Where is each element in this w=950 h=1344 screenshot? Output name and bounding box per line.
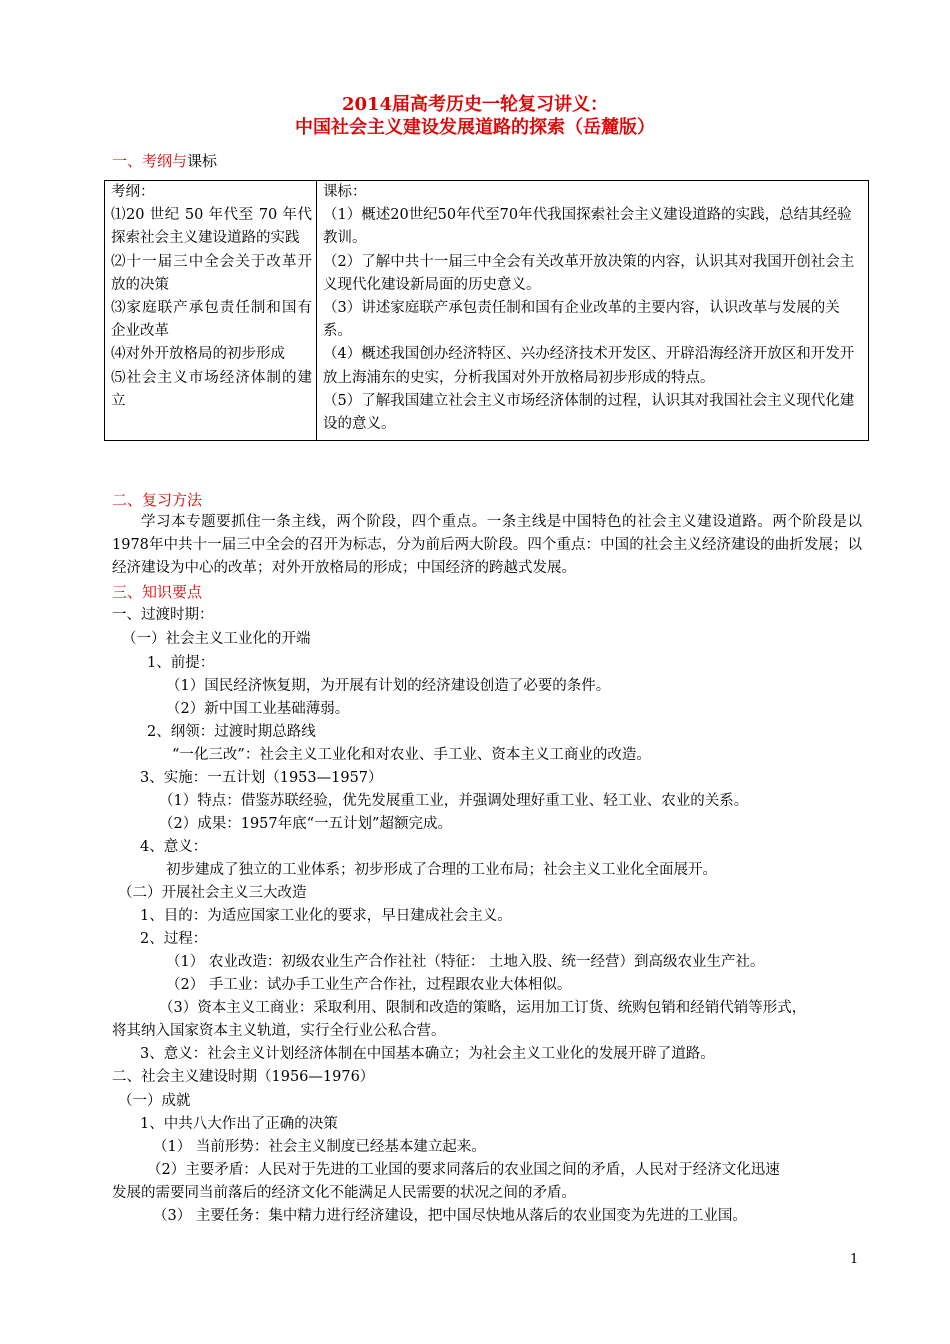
outline-item: 3、意义：社会主义计划经济体制在中国基本确立；为社会主义工业化的发展开辟了道路。 bbox=[140, 1046, 715, 1062]
outline-item: （1） 农业改造：初级农业生产合作社社（特征： 土地入股、统一经营）到高级农业生产社。 bbox=[166, 954, 765, 970]
outline-item: 1、前提： bbox=[147, 655, 215, 671]
section-heading-method: 二、复习方法 bbox=[112, 491, 203, 509]
kaogang-item: ⑵十一届三中全会关于改革开放的决策 bbox=[111, 253, 312, 293]
section-heading-red: 一、考纲与 bbox=[112, 152, 188, 170]
outline-item: 初步建成了独立的工业体系；初步形成了合理的工业布局；社会主义工业化全面展开。 bbox=[166, 862, 717, 878]
section-heading-knowledge: 三、知识要点 bbox=[112, 583, 203, 601]
outline-item: 1、中共八大作出了正确的决策 bbox=[140, 1116, 338, 1132]
outline-item: 4、意义： bbox=[140, 839, 208, 855]
outline-item: 3、实施：一五计划（1953—1957） bbox=[140, 770, 383, 786]
outline-item: 1、目的：为适应国家工业化的要求，早日建成社会主义。 bbox=[140, 908, 512, 924]
outline-item: 2、过程： bbox=[140, 931, 208, 947]
outline-item: 发展的需要同当前落后的经济文化不能满足人民需要的状况之间的矛盾。 bbox=[112, 1185, 576, 1201]
outline-heading: 二、社会主义建设时期（1956—1976） bbox=[112, 1069, 375, 1085]
outline-subheading: （一）成就 bbox=[118, 1093, 191, 1109]
outline-item: 2、纲领：过渡时期总路线 bbox=[147, 724, 316, 740]
kaogang-item: ⑷对外开放格局的初步形成 bbox=[111, 346, 285, 363]
method-paragraph: 学习本专题要抓住一条主线，两个阶段，四个重点。一条主线是中国特色的社会主义建设道路。两个阶段是以1978年中共十一届三中全会的召开为标志，分为前后两大阶段。四个重点：中国的社会主义经济建设的曲折发展；以经济建设为中心的改革；对外开放格局的形成；中国经济的跨越式发展。 bbox=[112, 514, 862, 576]
outline-subheading: （一）社会主义工业化的开端 bbox=[122, 631, 311, 647]
kaogang-item: ⑴20 世纪 50 年代至 70 年代探索社会主义建设道路的实践 bbox=[111, 207, 312, 247]
kebiao-cell bbox=[317, 181, 869, 441]
kebiao-item: （1）概述20世纪50年代至70年代我国探索社会主义建设道路的实践，总结其经验教训。 bbox=[323, 207, 852, 247]
section-heading-black: 课标 bbox=[187, 152, 218, 170]
outline-item: （3） 主要任务：集中精力进行经济建设，把中国尽快地从落后的农业国变为先进的工业国。 bbox=[153, 1208, 747, 1224]
kaogang-item: ⑸社会主义市场经济体制的建立 bbox=[111, 369, 312, 409]
outline-item: （3）资本主义工商业：采取利用、限制和改造的策略，运用加工订货、统购包销和经销代销等形式， bbox=[159, 1000, 807, 1016]
kebiao-item: （3）讲述家庭联产承包责任制和国有企业改革的主要内容，认识改革与发展的关系。 bbox=[323, 300, 840, 340]
outline-heading: 一、过渡时期： bbox=[112, 607, 214, 623]
outline-item: （2）成果：1957年底“一五计划”超额完成。 bbox=[159, 816, 452, 832]
kebiao-item: （4）概述我国创办经济特区、兴办经济技术开发区、开辟沿海经济开放区和开发开放上海浦东的史实，分析我国对外开放格局初步形成的特点。 bbox=[323, 346, 855, 386]
outline-item: （1） 当前形势：社会主义制度已经基本建立起来。 bbox=[153, 1139, 486, 1155]
kebiao-item: （5）了解我国建立社会主义市场经济体制的过程，认识其对我国社会主义现代化建设的意义。 bbox=[323, 392, 855, 433]
title-line-1: 2014届高考历史一轮复习讲义： bbox=[341, 94, 609, 115]
outline-item: （2） 手工业：试办手工业生产合作社，过程跟农业大体相似。 bbox=[166, 977, 572, 993]
kebiao-item: 课标： bbox=[323, 184, 367, 200]
kaogang-cell bbox=[105, 181, 317, 441]
kebiao-item: （2）了解中共十一届三中全会有关改革开放决策的内容，认识其对我国开创社会主义现代化建设新局面的历史意义。 bbox=[323, 253, 855, 293]
kaogang-item: ⑶家庭联产承包责任制和国有企业改革 bbox=[111, 300, 312, 340]
outline-item: （2）新中国工业基础薄弱。 bbox=[166, 701, 350, 717]
outline-subheading: （二）开展社会主义三大改造 bbox=[118, 885, 307, 901]
kaogang-item: 考纲： bbox=[111, 184, 155, 200]
outline-item: 将其纳入国家资本主义轨道，实行全行业公私合营。 bbox=[112, 1023, 446, 1039]
outline-item: （2）主要矛盾：人民对于先进的工业国的要求同落后的农业国之间的矛盾，人民对于经济文化迅速 bbox=[147, 1162, 780, 1178]
outline-item: “一化三改”：社会主义工业化和对农业、手工业、资本主义工商业的改造。 bbox=[172, 747, 651, 763]
outline-item: （1）国民经济恢复期，为开展有计划的经济建设创造了必要的条件。 bbox=[166, 678, 611, 694]
syllabus-table bbox=[104, 180, 869, 441]
title-line-2: 中国社会主义建设发展道路的探索（岳麓版） bbox=[295, 117, 655, 138]
outline-item: （1）特点：借鉴苏联经验，优先发展重工业，并强调处理好重工业、轻工业、农业的关系。 bbox=[159, 793, 749, 809]
section-heading-syllabus bbox=[112, 150, 217, 171]
page-number: 1 bbox=[850, 1252, 859, 1267]
